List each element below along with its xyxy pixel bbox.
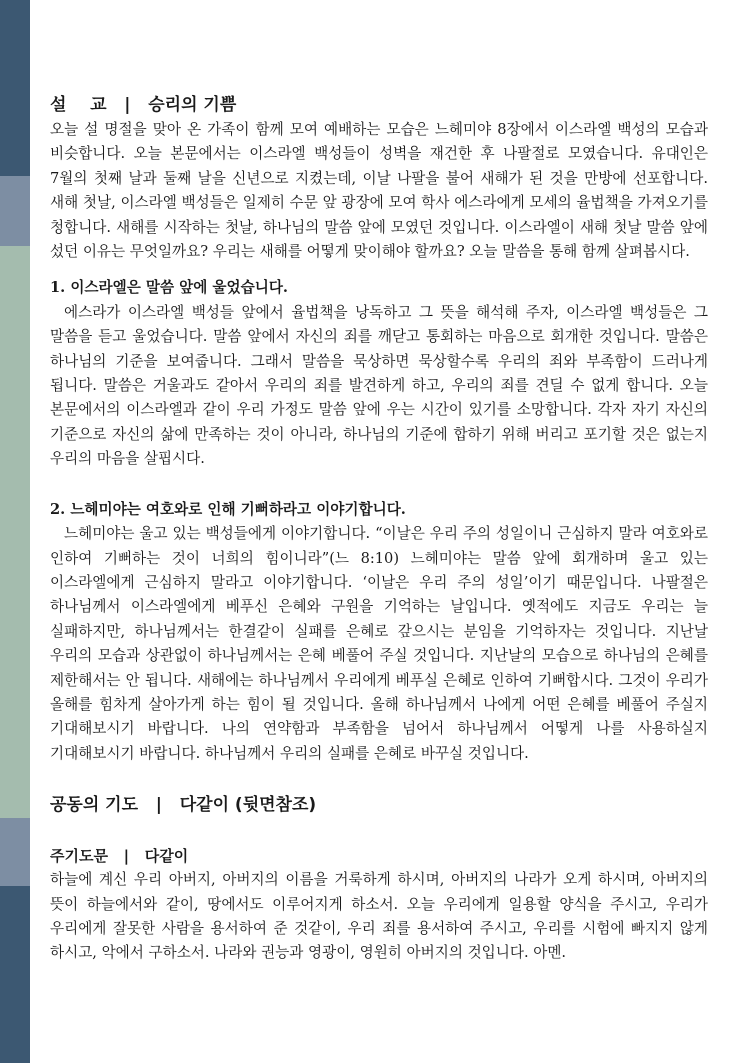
point2-body: 느헤미야는 울고 있는 백성들에게 이야기합니다. “이날은 우리 주의 성일이니 근심하지 말라 여호와로 인하여 기뻐하는 것이 너희의 힘이니라”(느 8:10) 느헤미야는 말씀 앞에 회개하며 울고 있는 이스라엘에게 근심하지 말라고 이야기합니다. ‘이날은 우리 주의 성일’이기 때문입니다. 나팔절은 하나님께서 이스라엘에게 베푸신 은혜와 구원을 기억하는 날입니다. 옛적에도 지금도 우리는 늘 실패하지만, 하나님께서는 한결같이 실패를 은혜로 갚으시는 분임을 기억하자는 것입니다. 지난날 우리의 모습과 상관없이 하나님께서는 은혜 베풀어 주실 것입니다. 지난날의 모습으로 하나님의 은혜를 제한해서는 안 됩니다. 새해에는 하나님께서 우리에게 베푸실 은혜로 인하여 기뻐합시다. 그것이 우리가 올해를 힘차게 살아가게 하는 힘이 될 것입니다. 올해 하나님께서 나에게 어떤 은혜를 베풀어 주실지 기대해보시기 바랍니다. 나의 연약함과 부족함을 넘어서 하나님께서 어떻게 나를 사용하실지 기대해보시기 바랍니다. 하나님께서 우리의 실패를 은혜로 바꾸실 것입니다.	[50, 525, 708, 762]
page-content	[50, 92, 708, 966]
spacer	[50, 264, 708, 276]
side-bar-segment-dark-bottom	[0, 886, 30, 1063]
side-bar-segment-green	[0, 246, 30, 818]
spacer	[50, 818, 708, 844]
side-bar-segment-gray-bottom	[0, 818, 30, 886]
sermon-intro: 오늘 설 명절을 맞아 온 가족이 함께 모여 예배하는 모습은 느헤미야 8장에서 이스라엘 백성의 모습과 비슷합니다. 오늘 본문에서는 이스라엘 백성들이 성벽을 재건한 후 나팔절로 모였습니다. 유대인은 7월의 첫째 날과 둘째 날을 신년으로 지켰는데, 이날 나팔을 불어 새해가 된 것을 만방에 선포합니다. 새해 첫날, 이스라엘 백성들은 일제히 수문 앞 광장에 모여 학사 에스라에게 모세의 율법책을 가져오기를 청합니다. 새해를 시작하는 첫날, 하나님의 말씀 앞에 모였던 것입니다. 이스라엘이 새해 첫날 말씀 앞에 섰던 이유는 무엇일까요? 우리는 새해를 어떻게 맞이해야 할까요? 오늘 말씀을 통해 함께 살펴봅시다.	[50, 121, 708, 261]
side-bar-segment-gray-top	[0, 176, 30, 246]
lords-prayer-body: 하늘에 계신 우리 아버지, 아버지의 이름을 거룩하게 하시며, 아버지의 나라가 오게 하시며, 아버지의 뜻이 하늘에서와 같이, 땅에서도 이루어지게 하소서. 오늘 우리에게 일용할 양식을 주시고, 우리가 우리에게 잘못한 사람을 용서하여 준 것같이, 우리 죄를 용서하여 주시고, 우리를 시험에 빠지지 않게 하시고, 악에서 구하소서. 나라와 권능과 영광이, 영원히 아버지의 것입니다. 아멘.	[50, 871, 708, 962]
lords-prayer-heading: 주기도문 | 다같이	[50, 847, 189, 866]
spacer	[50, 766, 708, 792]
decorative-side-bar	[0, 0, 30, 1063]
common-prayer-heading: 공동의 기도 | 다같이 (뒷면참조)	[50, 795, 317, 816]
sermon-heading: 설 교 | 승리의 기쁨	[50, 95, 237, 115]
point2-title: 2. 느헤미야는 여호와로 인해 기뻐하라고 이야기합니다.	[50, 500, 406, 518]
side-bar-segment-dark-top	[0, 0, 30, 176]
point1-title: 1. 이스라엘은 말씀 앞에 울었습니다.	[50, 279, 289, 297]
spacer	[50, 472, 708, 498]
point1-body: 에스라가 이스라엘 백성들 앞에서 율법책을 낭독하고 그 뜻을 해석해 주자, 이스라엘 백성들은 그 말씀을 듣고 울었습니다. 말씀 앞에서 자신의 죄를 깨닫고 통회하는 마음으로 회개한 것입니다. 말씀은 하나님의 기준을 보여줍니다. 그래서 말씀을 묵상하면 묵상할수록 우리의 죄와 부족함이 드러나게 됩니다. 말씀은 거울과도 같아서 우리의 죄를 발견하게 하고, 우리의 죄를 견딜 수 없게 합니다. 오늘 본문에서의 이스라엘과 같이 우리 가정도 말씀 앞에 우는 시간이 있기를 소망합니다. 각자 자기 자신의 기준으로 자신의 삶에 만족하는 것이 아니라, 하나님의 기준에 합하기 위해 버리고 포기할 것은 없는지 우리의 마음을 살핍시다.	[50, 303, 708, 468]
